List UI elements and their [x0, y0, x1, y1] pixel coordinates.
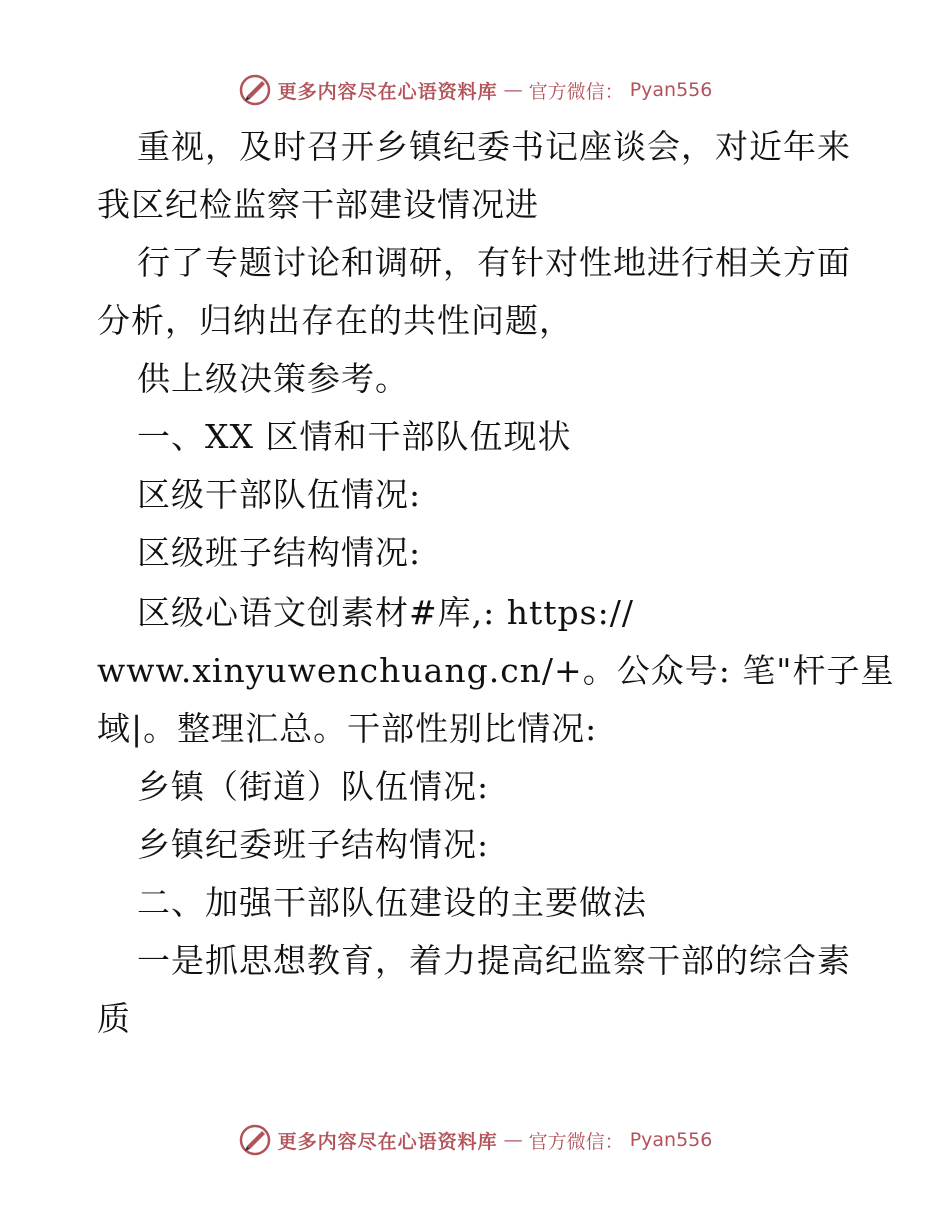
watermark-id: Pyan556 [629, 1129, 713, 1151]
section-heading: 二、加强干部队伍建设的主要做法 [137, 883, 647, 922]
watermark-title: 更多内容尽在心语资料库 [277, 80, 498, 103]
text-line: 分析，归纳出存在的共性问题， [97, 301, 573, 340]
text-line: 一是抓思想教育，着力提高纪监察干部的综合素 [137, 941, 851, 980]
watermark-dash: — [503, 79, 523, 101]
text-line: 重视，及时召开乡镇纪委书记座谈会，对近年来 [137, 127, 851, 166]
watermark-label: 官方微信： [528, 1130, 624, 1153]
text-line: 质 [97, 999, 131, 1038]
text-line: 区级班子结构情况: [137, 533, 422, 572]
text-line: 域|。整理汇总。干部性别比情况: [97, 709, 598, 748]
header-watermark [0, 70, 950, 110]
logo-icon [238, 73, 272, 107]
text-line: 我区纪检监察干部建设情况进 [97, 185, 539, 224]
watermark-id: Pyan556 [629, 79, 713, 101]
watermark-title: 更多内容尽在心语资料库 [277, 1130, 498, 1153]
text-line: 区级心语文创素材#库,: https:// [137, 593, 634, 632]
text-line: 供上级决策参考。 [137, 359, 409, 398]
watermark-label: 官方微信： [528, 80, 624, 103]
text-line: www.xinyuwenchuang.cn/+。公众号: 笔"杆子星 [97, 651, 895, 690]
footer-watermark [0, 1120, 950, 1160]
text-line: 乡镇纪委班子结构情况: [137, 825, 490, 864]
watermark-dash: — [503, 1129, 523, 1151]
text-line: 行了专题讨论和调研，有针对性地进行相关方面 [137, 243, 851, 282]
text-line: 乡镇（街道）队伍情况: [137, 767, 490, 806]
text-line: 区级干部队伍情况: [137, 475, 422, 514]
section-heading: 一、XX 区情和干部队伍现状 [137, 417, 572, 456]
logo-icon [238, 1123, 272, 1157]
